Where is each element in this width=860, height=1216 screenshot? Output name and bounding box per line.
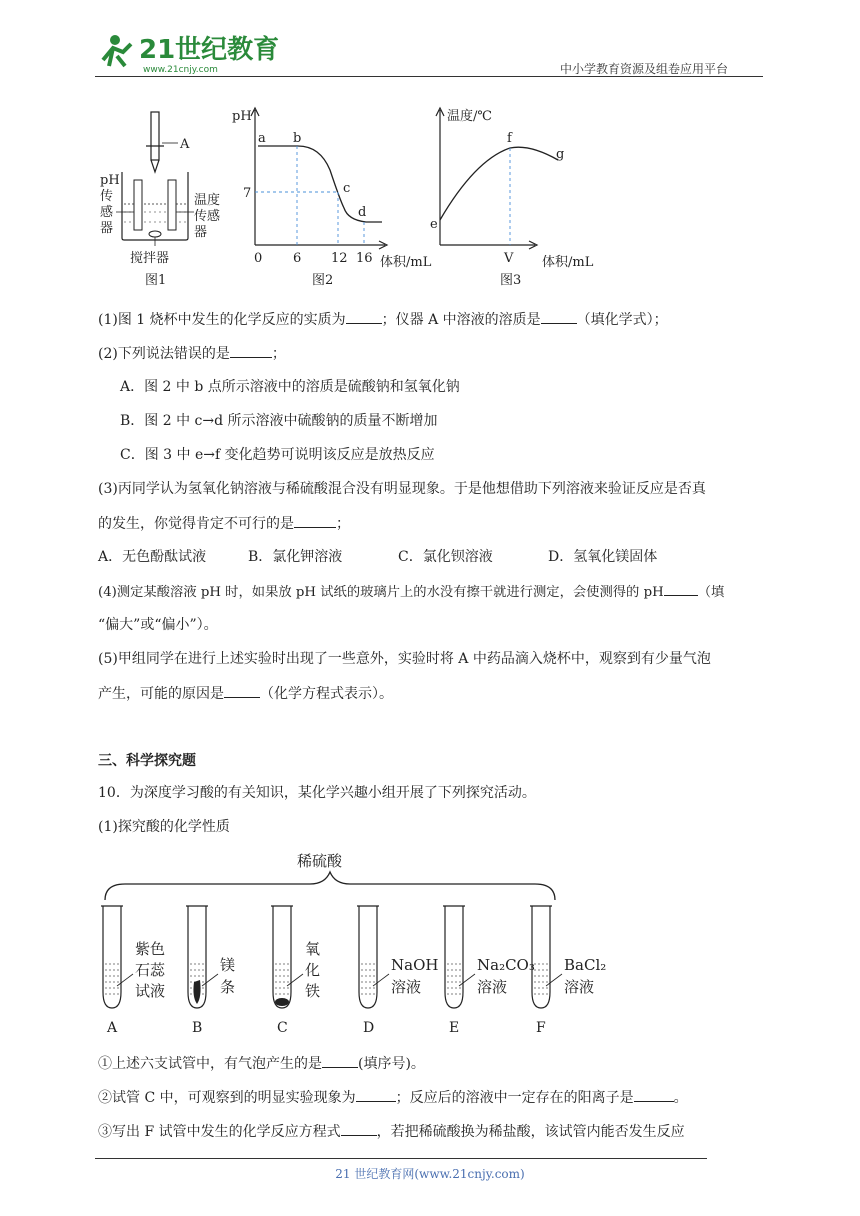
q1-text-a: (1)图 1 烧杯中发生的化学反应的实质为 xyxy=(98,312,346,328)
test-tube-e xyxy=(443,906,535,1036)
q5-line-1: (5)甲组同学在进行上述实验时出现了一些意外，实验时将 A 中药品滴入烧杯中，观察到有少量气泡 xyxy=(98,651,711,667)
label-ph-3: 感 xyxy=(100,205,114,220)
test-tube-c xyxy=(271,906,320,1036)
magnesium-strip xyxy=(193,980,200,1004)
fig1-caption: 图1 xyxy=(145,273,167,288)
point-e: e xyxy=(430,217,438,232)
q3-option-d: D．氢氧化镁固体 xyxy=(548,549,658,565)
footer-text: 21 世纪教育网(www.21cnjy.com) xyxy=(335,1167,525,1181)
c1-text-b: (填序号)。 xyxy=(358,1056,425,1072)
label-temp-1: 温度 xyxy=(194,193,221,208)
test-tube-b xyxy=(186,906,235,1036)
platform-name: 中小学教育资源及组卷应用平台 xyxy=(560,62,729,76)
tube-label-c-2: 化 xyxy=(305,961,321,979)
question-10: 10．为深度学习酸的有关知识，某化学兴趣小组开展了下列探究活动。 xyxy=(98,785,536,801)
tube-group xyxy=(101,906,606,1036)
label-stirrer: 搅拌器 xyxy=(130,251,170,266)
point-d: d xyxy=(358,205,367,220)
label-temp-2: 传感 xyxy=(194,209,221,224)
c1-text-a: ①上述六支试管中，有气泡产生的是 xyxy=(98,1056,322,1072)
point-g: g xyxy=(556,147,565,162)
q3-blank[interactable] xyxy=(294,513,336,528)
tube-label-e-1: Na₂CO₃ xyxy=(477,956,535,974)
fig2-xlabel: 体积/mL xyxy=(380,255,432,270)
label-pointer xyxy=(202,974,218,986)
header-divider xyxy=(95,76,763,77)
tube-outline xyxy=(445,906,463,1008)
q2-option-b: B．图 2 中 c→d 所示溶液中硫酸钠的质量不断增加 xyxy=(120,413,438,429)
test-tubes-figure xyxy=(95,842,607,1038)
q5-end: （化学方程式表示）。 xyxy=(260,686,393,702)
tube-label-c-3: 铁 xyxy=(305,982,321,1000)
q2-blank[interactable] xyxy=(230,343,272,358)
c3-text-b: ，若把稀硫酸换为稀盐酸，该试管内能否发生反应 xyxy=(376,1124,685,1140)
label-pointer xyxy=(459,974,475,986)
figure-1 xyxy=(100,112,220,288)
question-1 xyxy=(98,309,668,330)
c2-blank-1[interactable] xyxy=(356,1087,396,1102)
tube-outline xyxy=(359,906,377,1008)
q3-line-1: (3)丙同学认为氢氧化钠溶液与稀硫酸混合没有明显现象。于是他想借助下列溶液来验证反应是否真 xyxy=(98,481,706,497)
q3-option-b: B．氯化钾溶液 xyxy=(248,549,343,565)
c3-blank[interactable] xyxy=(341,1121,377,1136)
label-pointer xyxy=(546,974,562,986)
tube-outline xyxy=(273,906,291,1008)
tube-label-d-2: 溶液 xyxy=(391,978,422,996)
figures-1-3 xyxy=(90,100,610,290)
point-a: a xyxy=(258,131,266,146)
tube-letter-d: D xyxy=(363,1020,375,1036)
question-2 xyxy=(98,343,286,364)
q2-option-c: C．图 3 中 e→f 变化趋势可说明该反应是放热反应 xyxy=(120,447,435,463)
tube-label-b-2: 条 xyxy=(220,978,236,996)
fig3-xtick-v: V xyxy=(504,251,514,266)
tube-label-c-1: 氧 xyxy=(305,940,321,958)
c1-blank[interactable] xyxy=(322,1053,358,1068)
tube-label-e-2: 溶液 xyxy=(477,978,508,996)
acid-brace xyxy=(105,872,555,900)
c3-text-a: ③写出 F 试管中发生的化学反应方程式 xyxy=(98,1124,341,1140)
label-pointer xyxy=(373,974,389,986)
site-logo xyxy=(95,30,280,82)
label-pointer xyxy=(117,974,133,986)
q1-blank-1[interactable] xyxy=(346,309,382,324)
label-ph-1: pH xyxy=(100,173,120,188)
tube-label-f-1: BaCl₂ xyxy=(564,956,607,974)
c2-text-c: 。 xyxy=(673,1090,688,1106)
point-f: f xyxy=(507,131,512,146)
q3-text: 的发生，你觉得肯定不可行的是 xyxy=(98,516,294,532)
c2-text-b: ；反应后的溶液中一定存在的阳离子是 xyxy=(395,1090,634,1106)
tube-label-a-2: 石蕊 xyxy=(135,961,166,979)
q3-option-c: C．氯化钡溶液 xyxy=(398,549,493,565)
fig2-xtick-12: 12 xyxy=(331,251,348,266)
q5-blank[interactable] xyxy=(224,683,260,698)
tube-label-f-2: 溶液 xyxy=(564,978,595,996)
tube-letter-f: F xyxy=(536,1020,546,1036)
fig2-ylabel: pH xyxy=(232,109,252,124)
label-a: A xyxy=(180,137,190,152)
footer-divider xyxy=(95,1158,707,1159)
q5-line-2 xyxy=(98,683,393,704)
fig3-caption: 图3 xyxy=(500,273,522,288)
label-ph-2: 传 xyxy=(100,189,114,204)
q3-option-a: A．无色酚酞试液 xyxy=(98,549,207,565)
c2-text-a: ②试管 C 中，可观察到的明显实验现象为 xyxy=(98,1090,356,1106)
iron-oxide-solid xyxy=(275,998,289,1006)
tube-label-a-1: 紫色 xyxy=(135,940,166,958)
test-tube-f xyxy=(530,906,606,1036)
tube-letter-a: A xyxy=(107,1020,118,1036)
tube-label-a-3: 试液 xyxy=(135,982,166,1000)
fig2-origin: 0 xyxy=(254,251,263,266)
section-3-title: 三、科学探究题 xyxy=(98,753,196,769)
q10-c2 xyxy=(98,1087,688,1108)
q1-text-c: （填化学式）； xyxy=(576,312,668,328)
q10-sub-1: (1)探究酸的化学性质 xyxy=(98,819,230,835)
test-tube-d xyxy=(357,906,438,1036)
q2-text: (2)下列说法错误的是 xyxy=(98,346,230,362)
q4-line-1 xyxy=(98,581,724,603)
logo-url: www.21cnjy.com xyxy=(143,65,218,75)
fig3-ylabel: 温度/℃ xyxy=(447,109,492,124)
q3-line-2 xyxy=(98,513,350,534)
q4-blank[interactable] xyxy=(664,581,698,596)
q4-end: （填 xyxy=(697,585,725,600)
label-pointer xyxy=(287,974,303,986)
q1-text-b: ；仪器 A 中溶液的溶质是 xyxy=(381,312,541,328)
runner-icon xyxy=(103,35,131,66)
q4-line-2: “偏大”或“偏小”）。 xyxy=(98,617,218,633)
tube-letter-b: B xyxy=(192,1020,203,1036)
q10-c1 xyxy=(98,1053,425,1074)
fig2-caption: 图2 xyxy=(312,273,334,288)
figure-3 xyxy=(430,108,594,288)
tube-label-d-1: NaOH xyxy=(391,956,439,974)
fig2-ytick-7: 7 xyxy=(243,186,252,201)
q2-option-a: A．图 2 中 b 点所示溶液中的溶质是硫酸钠和氢氧化钠 xyxy=(120,379,460,395)
fig3-xlabel: 体积/mL xyxy=(542,255,594,270)
label-ph-4: 器 xyxy=(100,221,114,236)
figure-2 xyxy=(232,108,432,288)
fig2-xtick-6: 6 xyxy=(293,251,302,266)
tube-letter-e: E xyxy=(449,1020,460,1036)
q4-text: (4)测定某酸溶液 pH 时，如果放 pH 试纸的玻璃片上的水没有擦干就进行测定，会使测得的 pH xyxy=(98,585,664,600)
q10-c3 xyxy=(98,1121,685,1142)
q2-end: ； xyxy=(271,346,286,362)
tube-label-b-1: 镁 xyxy=(220,956,236,974)
tube-outline xyxy=(103,906,121,1008)
point-c: c xyxy=(343,181,351,196)
c2-blank-2[interactable] xyxy=(634,1087,674,1102)
label-temp-3: 器 xyxy=(194,225,208,240)
point-b: b xyxy=(293,131,302,146)
q5-text: 产生，可能的原因是 xyxy=(98,686,224,702)
fig2-xtick-16: 16 xyxy=(356,251,373,266)
q1-blank-2[interactable] xyxy=(541,309,577,324)
tube-letter-c: C xyxy=(277,1020,288,1036)
test-tube-a xyxy=(101,906,166,1036)
logo-text: 21世纪教育 xyxy=(139,35,280,65)
acid-label: 稀硫酸 xyxy=(297,852,343,870)
q3-end: ； xyxy=(336,516,350,532)
